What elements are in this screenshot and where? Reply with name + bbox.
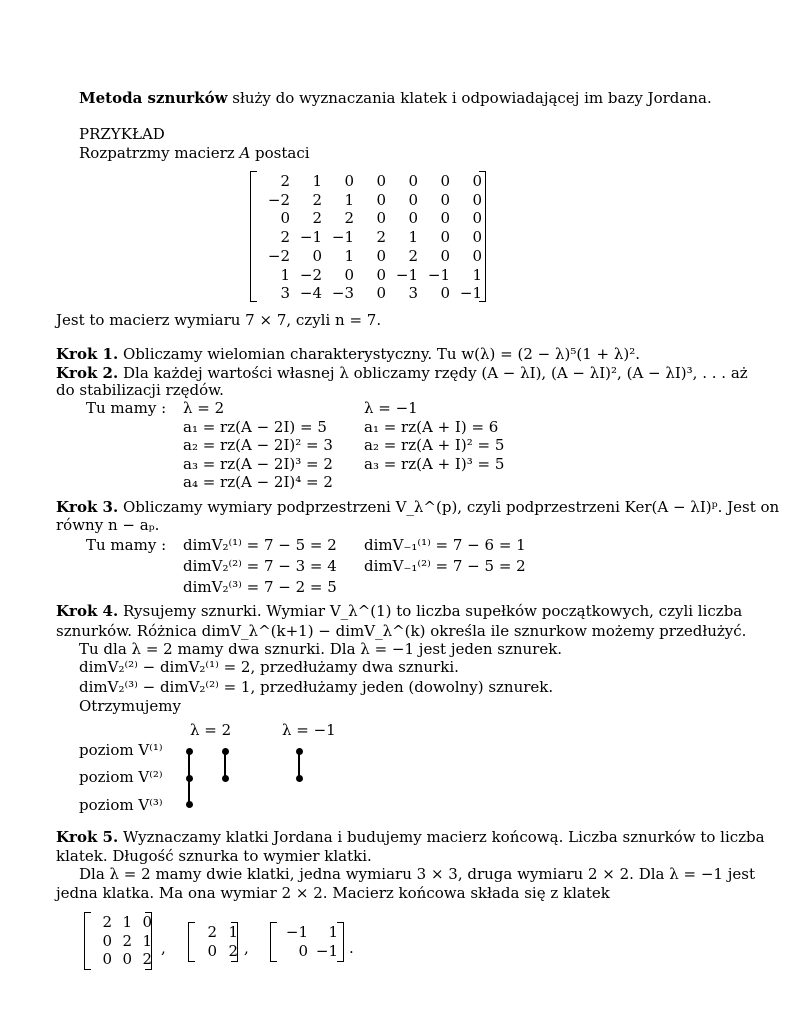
- block2-table: [196, 923, 238, 960]
- step3-left-0: dimV₂⁽¹⁾ = 7 − 5 = 2: [183, 536, 337, 554]
- step3-left-1: dimV₂⁽²⁾ = 7 − 3 = 4: [183, 557, 337, 575]
- matrix-cell: 2: [228, 941, 238, 960]
- step4-line4: dimV₂⁽²⁾ − dimV₂⁽¹⁾ = 2, przedłużamy dwa sznurki.: [79, 658, 459, 676]
- matrix-cell: 0: [376, 246, 386, 265]
- matrix-cell: 0: [408, 172, 418, 190]
- matrix-a-table: [258, 172, 482, 303]
- matrix-cell: 1: [228, 923, 238, 941]
- matrix-cell: 2: [142, 950, 152, 969]
- matrix-cell: 1: [280, 265, 290, 284]
- string-knot: [186, 775, 193, 782]
- step3-right-0: dimV₋₁⁽¹⁾ = 7 − 6 = 1: [364, 536, 526, 554]
- string-knot: [186, 748, 193, 755]
- matrix-cell: 1: [408, 228, 418, 247]
- string-line: [224, 751, 226, 778]
- block3-table: [278, 923, 338, 960]
- matrix-cell: 0: [312, 246, 322, 265]
- matrix-cell: 1: [122, 913, 132, 931]
- matrix-row: [92, 913, 152, 932]
- matrix-cell: 1: [142, 931, 152, 950]
- jordan-block-3: [270, 922, 344, 962]
- matrix-cell: −4: [299, 284, 322, 303]
- string-knot: [222, 748, 229, 755]
- matrix-cell: 2: [312, 209, 322, 228]
- matrix-row: [196, 923, 238, 942]
- matrix-row: [258, 172, 482, 191]
- step2-left-4: a₄ = rz(A − 2I)⁴ = 2: [183, 473, 333, 491]
- matrix-cell: 0: [376, 190, 386, 209]
- matrix-cell: 2: [280, 172, 290, 190]
- matrix-cell: 0: [472, 228, 482, 247]
- example-intro: [79, 143, 310, 163]
- step4-line1: [56, 601, 742, 621]
- diagram-level-3: poziom V⁽³⁾: [79, 796, 163, 814]
- step2-right-1: a₁ = rz(A + I) = 6: [364, 418, 499, 436]
- matrix-cell: 2: [312, 190, 322, 209]
- step3-line2: równy n − aₚ.: [56, 516, 160, 534]
- intro-text: służy do wyznaczania klatek i odpowiadającej im bazy Jordana.: [227, 89, 712, 107]
- matrix-row: [258, 247, 482, 266]
- matrix-cell: 0: [440, 228, 450, 247]
- step2-line2: do stabilizacji rzędów.: [56, 381, 224, 399]
- step3-text-1: Obliczamy wymiary podprzestrzeni V_λ^(p), czyli podprzestrzeni Ker(A − λI)ᵖ. Jest on: [118, 498, 780, 516]
- step2-left-0: λ = 2: [183, 399, 225, 417]
- step2-tu-mamy: Tu mamy :: [86, 399, 167, 417]
- matrix-cell: 2: [280, 228, 290, 247]
- string-line: [298, 751, 300, 778]
- matrix-cell: 2: [207, 923, 217, 941]
- matrix-cell: −2: [299, 265, 322, 284]
- step2-label: Krok 2.: [56, 364, 119, 382]
- block1-table: [92, 913, 152, 969]
- matrix-cell: −1: [459, 284, 482, 303]
- matrix-cell: 0: [102, 931, 112, 950]
- block-separator-1: ,: [161, 939, 166, 957]
- matrix-cell: 1: [344, 190, 354, 209]
- dimension-text: Jest to macierz wymiaru 7 × 7, czyli n = 7.: [56, 311, 382, 329]
- string-knot: [296, 748, 303, 755]
- matrix-cell: 0: [440, 172, 450, 190]
- step5-line2: klatek. Długość sznurka to wymier klatki.: [56, 847, 372, 865]
- jordan-block-1: [84, 912, 152, 970]
- block1-left-bracket: [84, 912, 91, 970]
- matrix-row: [258, 284, 482, 303]
- block-terminator: .: [349, 939, 354, 957]
- step1-label: Krok 1.: [56, 345, 119, 363]
- step2-left-3: a₃ = rz(A − 2I)³ = 2: [183, 455, 333, 473]
- step5-line4: jedna klatka. Ma ona wymiar 2 × 2. Macierz końcowa składa się z klatek: [56, 884, 610, 902]
- matrix-cell: 1: [312, 172, 322, 190]
- block3-right-bracket: [337, 922, 344, 962]
- matrix-cell: 0: [440, 246, 450, 265]
- example-intro-var: A: [239, 144, 251, 162]
- matrix-cell: 2: [102, 913, 112, 931]
- block-separator-2: ,: [244, 939, 249, 957]
- string-knot: [222, 775, 229, 782]
- example-intro-suffix: postaci: [250, 144, 310, 162]
- matrix-row: [258, 266, 482, 285]
- example-intro-prefix: Rozpatrzmy macierz: [79, 144, 240, 162]
- matrix-cell: −1: [299, 228, 322, 247]
- diagram-level-2: poziom V⁽²⁾: [79, 768, 163, 786]
- matrix-cell: 0: [440, 190, 450, 209]
- matrix-cell: −1: [285, 923, 308, 941]
- matrix-cell: 0: [102, 950, 112, 969]
- step4-line2: sznurków. Różnica dimV_λ^(k+1) − dimV_λ^(k) określa ile sznurkow możemy przedłużyć.: [56, 622, 747, 640]
- step4-line6: Otrzymujemy: [79, 697, 181, 715]
- intro-title: Metoda sznurków: [79, 89, 228, 107]
- step1: [56, 344, 640, 364]
- step4-line3: Tu dla λ = 2 mamy dwa sznurki. Dla λ = −1 jest jeden sznurek.: [79, 640, 563, 658]
- step2-right-3: a₃ = rz(A + I)³ = 5: [364, 455, 505, 473]
- matrix-row: [278, 923, 338, 942]
- matrix-cell: 3: [280, 284, 290, 303]
- example-heading: PRZYKŁAD: [79, 125, 165, 143]
- string-knot: [186, 801, 193, 808]
- step2-left-1: a₁ = rz(A − 2I) = 5: [183, 418, 327, 436]
- matrix-cell: 1: [472, 265, 482, 284]
- matrix-cell: 0: [376, 209, 386, 228]
- matrix-cell: 0: [408, 190, 418, 209]
- diagram-header-lambda-minus-1: λ = −1: [282, 721, 336, 739]
- matrix-row: [92, 950, 152, 969]
- intro-line: [79, 88, 712, 108]
- matrix-cell: 0: [298, 941, 308, 960]
- matrix-cell: 0: [472, 246, 482, 265]
- matrix-cell: 0: [344, 172, 354, 190]
- matrix-cell: 2: [376, 228, 386, 247]
- matrix-cell: −2: [267, 246, 290, 265]
- matrix-cell: 0: [472, 190, 482, 209]
- matrix-cell: 1: [344, 246, 354, 265]
- step2-left-2: a₂ = rz(A − 2I)² = 3: [183, 436, 333, 454]
- matrix-cell: 0: [142, 913, 152, 931]
- matrix-cell: 0: [280, 209, 290, 228]
- matrix-row: [196, 942, 238, 961]
- matrix-cell: −1: [315, 941, 338, 960]
- step3-tu-mamy: Tu mamy :: [86, 536, 167, 554]
- step3-label: Krok 3.: [56, 498, 119, 516]
- matrix-cell: −1: [331, 228, 354, 247]
- matrix-cell: 3: [408, 284, 418, 303]
- matrix-cell: −1: [395, 265, 418, 284]
- step3-right-1: dimV₋₁⁽²⁾ = 7 − 5 = 2: [364, 557, 526, 575]
- step2-right-2: a₂ = rz(A + I)² = 5: [364, 436, 505, 454]
- matrix-cell: 0: [472, 209, 482, 228]
- block2-left-bracket: [188, 922, 195, 962]
- step4-label: Krok 4.: [56, 602, 119, 620]
- string-knot: [296, 775, 303, 782]
- step5-label: Krok 5.: [56, 828, 119, 846]
- matrix-cell: 0: [408, 209, 418, 228]
- matrix-a: [250, 171, 486, 302]
- step5-text-1: Wyznaczamy klatki Jordana i budujemy macierz końcową. Liczba sznurków to liczba: [118, 828, 765, 846]
- block3-left-bracket: [270, 922, 277, 962]
- step3-left-2: dimV₂⁽³⁾ = 7 − 2 = 5: [183, 578, 337, 596]
- matrix-cell: −1: [427, 265, 450, 284]
- matrix-cell: −3: [331, 284, 354, 303]
- matrix-cell: 2: [344, 209, 354, 228]
- matrix-row: [278, 942, 338, 961]
- step2-text-1: Dla każdej wartości własnej λ obliczamy rzędy (A − λI), (A − λI)², (A − λI)³, . . . aż: [118, 364, 748, 382]
- step5-line3: Dla λ = 2 mamy dwie klatki, jedna wymiaru 3 × 3, druga wymiaru 2 × 2. Dla λ = −1 jest: [79, 865, 755, 883]
- matrix-cell: 0: [440, 209, 450, 228]
- step2-right-0: λ = −1: [364, 399, 418, 417]
- step4-line5: dimV₂⁽³⁾ − dimV₂⁽²⁾ = 1, przedłużamy jeden (dowolny) sznurek.: [79, 678, 554, 696]
- step5-line1: [56, 827, 765, 847]
- matrix-cell: 2: [408, 246, 418, 265]
- matrix-row: [92, 932, 152, 951]
- matrix-left-bracket: [250, 171, 257, 302]
- matrix-cell: 0: [344, 265, 354, 284]
- matrix-cell: 2: [122, 931, 132, 950]
- step3-line1: [56, 497, 779, 517]
- matrix-cell: 0: [122, 950, 132, 969]
- matrix-cell: 0: [376, 265, 386, 284]
- step4-text-1: Rysujemy sznurki. Wymiar V_λ^(1) to liczba supełków początkowych, czyli liczba: [118, 602, 743, 620]
- jordan-block-2: [188, 922, 238, 962]
- step1-text: Obliczamy wielomian charakterystyczny. Tu w(λ) = (2 − λ)⁵(1 + λ)².: [118, 345, 640, 363]
- matrix-cell: 1: [328, 923, 338, 941]
- matrix-cell: 0: [472, 172, 482, 190]
- matrix-cell: 0: [440, 284, 450, 303]
- matrix-cell: −2: [267, 190, 290, 209]
- matrix-cell: 0: [376, 284, 386, 303]
- matrix-row: [258, 228, 482, 247]
- diagram-header-lambda-2: λ = 2: [190, 721, 232, 739]
- matrix-cell: 0: [207, 941, 217, 960]
- matrix-row: [258, 191, 482, 210]
- matrix-cell: 0: [376, 172, 386, 190]
- matrix-row: [258, 209, 482, 228]
- diagram-level-1: poziom V⁽¹⁾: [79, 741, 163, 759]
